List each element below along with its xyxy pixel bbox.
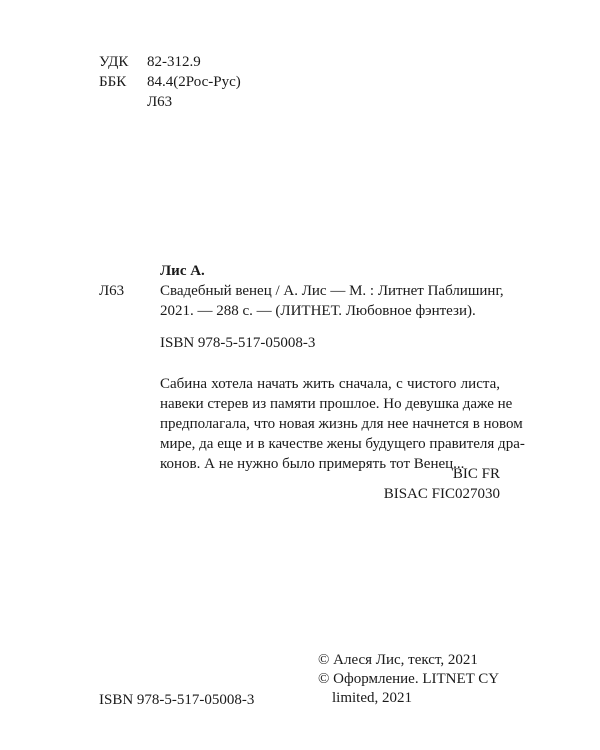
bib-line: 2021. — 288 с. — (ЛИТНЕТ. Любовное фэнтези). <box>160 303 476 319</box>
bisac-code: BISAC FIC027030 <box>383 486 500 502</box>
bbk-label: ББК <box>99 74 127 90</box>
copyright-line: limited, 2021 <box>332 690 412 706</box>
classification-block <box>99 52 241 112</box>
copyright-block <box>318 651 499 708</box>
annotation-line: предполагала, что новая жизнь для нее начнется в новом <box>160 416 523 432</box>
copyright-line: © Оформление. LITNET CY <box>318 671 500 687</box>
bibliographic-description <box>160 281 504 321</box>
udk-row <box>99 52 241 72</box>
annotation-line: навеки стерев из памяти прошлое. Но девушка даже не <box>160 396 513 412</box>
isbn-main: ISBN 978-5-517-05008-3 <box>160 335 316 351</box>
bib-line: Свадебный венец / А. Лис — М. : Литнет Паблишинг, <box>160 283 504 299</box>
isbn-footer: ISBN 978-5-517-05008-3 <box>99 692 255 708</box>
record-call-mark: Л63 <box>99 283 125 299</box>
annotation-line: Сабина хотела начать жить сначала, с чистого листа, <box>160 376 500 392</box>
bbk-value: 84.4(2Рос-Рус) <box>147 74 241 90</box>
udk-label: УДК <box>99 54 129 70</box>
annotation-line: конов. А не нужно было примерять тот Венец... <box>160 456 465 472</box>
subject-codes <box>384 464 500 504</box>
author-sign: Л63 <box>147 94 173 110</box>
author-sign-row <box>99 92 241 112</box>
bbk-row <box>99 72 241 92</box>
udk-value: 82-312.9 <box>147 54 201 70</box>
record-author: Лис А. <box>160 263 205 279</box>
copyright-line: © Алеся Лис, текст, 2021 <box>318 652 478 668</box>
bic-code: BIC FR <box>452 466 500 482</box>
annotation-line: мире, да еще и в качестве жены будущего правителя дра- <box>160 436 525 452</box>
annotation <box>160 374 525 474</box>
